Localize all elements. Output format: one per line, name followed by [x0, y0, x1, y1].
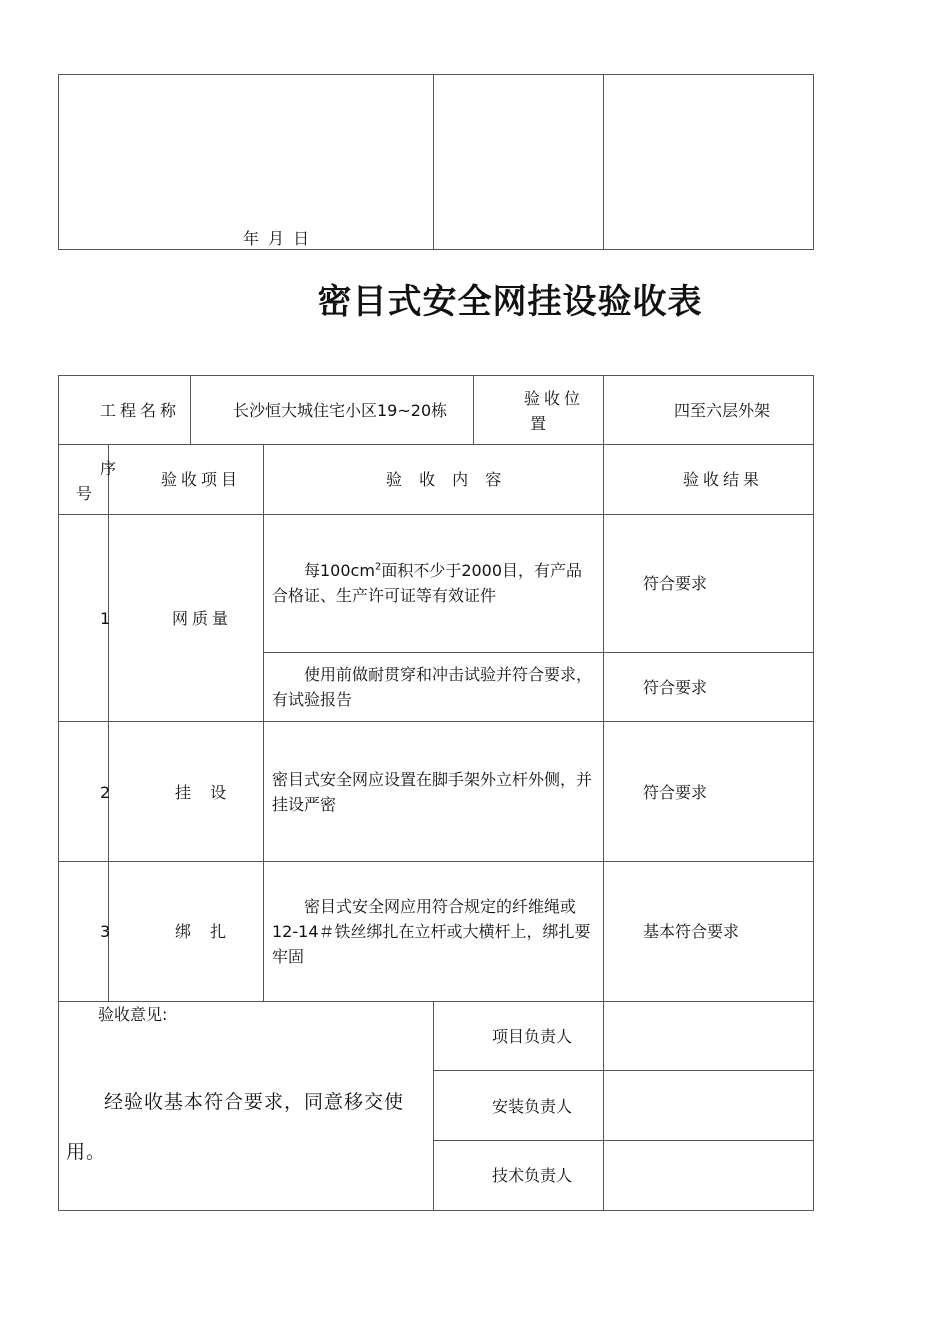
project-name-value: 长沙恒大城住宅小区19~20栋	[233, 401, 448, 420]
table-rule	[108, 444, 109, 1001]
table-rule	[58, 444, 814, 445]
signature-label-project: 项目负责人	[492, 1027, 573, 1046]
table-rule	[473, 375, 474, 444]
row-item: 绑 扎	[175, 922, 227, 941]
table-rule	[58, 1001, 814, 1002]
row-seq: 3	[100, 922, 111, 941]
content-superscript: 2	[374, 561, 382, 573]
table-rule	[603, 375, 604, 1001]
seq-header-cont: 号	[76, 484, 93, 503]
project-name-label: 工程名称	[100, 401, 181, 420]
table-rule	[58, 721, 814, 722]
table-rule	[263, 444, 264, 1001]
content-text: 面积不少于2000目，有产品合格证、生产许可证等有效证件	[272, 561, 583, 605]
content-text: 每100cm	[304, 561, 375, 580]
location-label-cont: 置	[530, 414, 547, 433]
row-result: 符合要求	[643, 678, 708, 697]
row-seq: 2	[100, 783, 111, 802]
table-rule	[58, 514, 814, 515]
seq-header: 序	[100, 459, 117, 478]
table-rule	[58, 861, 814, 862]
content-header: 验 收 内 容	[386, 470, 502, 489]
table-rule	[433, 1070, 814, 1071]
row-result: 基本符合要求	[643, 922, 740, 941]
row-result: 符合要求	[643, 783, 708, 802]
row-result: 符合要求	[643, 574, 708, 593]
row-item: 挂 设	[175, 783, 227, 802]
top-box-divider	[603, 74, 604, 250]
row-content: 密目式安全网应用符合规定的纤维绳或12-14＃铁丝绑扎在立杆或大横杆上，绑扎要牢固	[272, 897, 591, 966]
row-content: 密目式安全网应设置在脚手架外立杆外侧，并挂设严密	[272, 770, 593, 814]
signature-label-tech: 技术负责人	[492, 1166, 573, 1185]
top-box-divider	[433, 74, 434, 250]
table-rule	[433, 1140, 814, 1141]
table-rule	[190, 375, 191, 444]
row-content	[272, 558, 598, 608]
opinion-label: 验收意见:	[98, 1005, 168, 1024]
top-signature-box	[58, 74, 814, 250]
date-label: 年 月 日	[243, 229, 310, 248]
page-title: 密目式安全网挂设验收表	[317, 282, 703, 322]
location-value: 四至六层外架	[674, 401, 771, 420]
table-rule	[603, 1001, 604, 1211]
row-item: 网质量	[172, 609, 233, 628]
location-label: 验收位	[524, 389, 585, 408]
item-header: 验收项目	[161, 470, 242, 489]
result-header: 验收结果	[683, 470, 764, 489]
row-content: 使用前做耐贯穿和冲击试验并符合要求，有试验报告	[272, 665, 593, 709]
signature-label-install: 安装负责人	[492, 1097, 573, 1116]
table-rule	[263, 652, 814, 653]
opinion-text: 经验收基本符合要求，同意移交使用。	[66, 1091, 405, 1163]
table-rule	[433, 1001, 434, 1211]
row-seq: 1	[100, 609, 111, 628]
